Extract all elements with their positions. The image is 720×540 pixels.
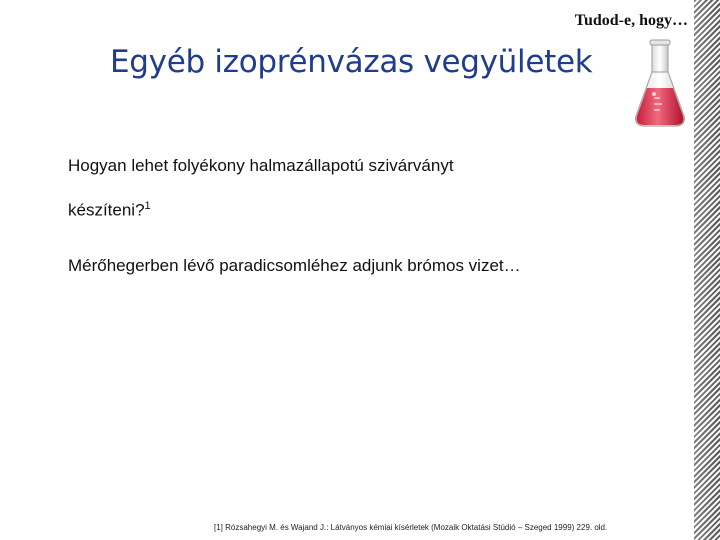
footnote: [1] Rózsahegyi M. és Wajand J.: Látványos kémiai kísérletek (Mozaik Oktatási Stúdió – Szeged 1999) 229. old. <box>214 523 608 532</box>
question-line-2-text: készíteni? <box>68 200 145 220</box>
footnote-reference: 1 <box>144 200 151 212</box>
top-note: Tudod-e, hogy… <box>574 12 688 29</box>
decorative-right-border <box>694 0 720 540</box>
erlenmeyer-flask-icon <box>630 38 690 130</box>
question-line-1: Hogyan lehet folyékony halmazállapotú szivárványt <box>68 156 454 175</box>
question-line-2 <box>68 186 628 231</box>
question-text <box>68 146 628 231</box>
answer-text: Mérőhegerben lévő paradicsomléhez adjunk brómos vizet… <box>68 256 521 275</box>
slide-title: Egyéb izoprénvázas vegyületek <box>110 44 593 80</box>
